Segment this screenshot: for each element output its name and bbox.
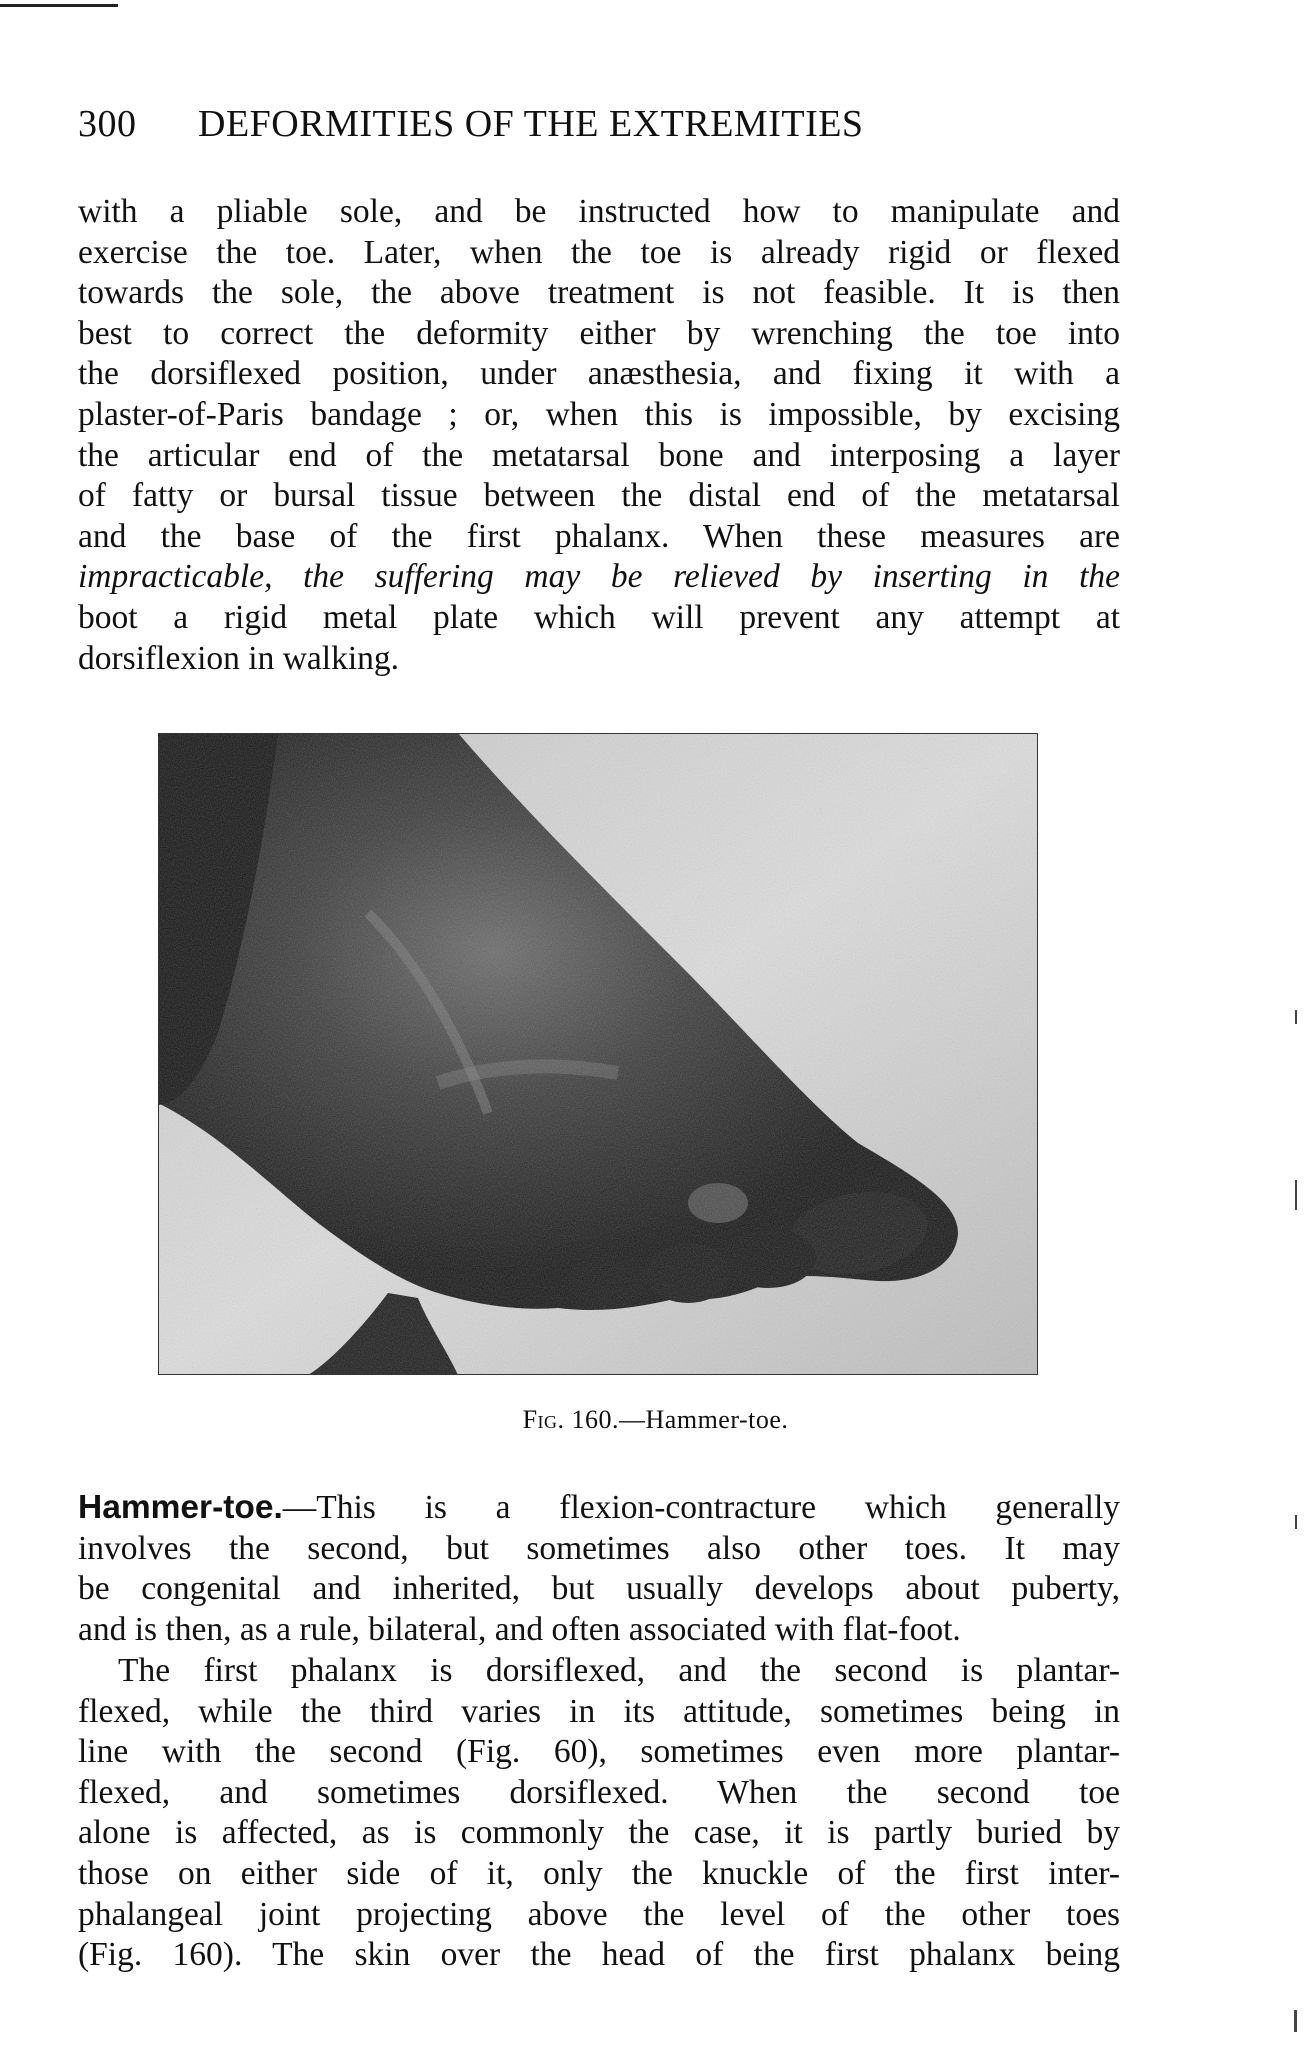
text-line: and is then, as a rule, bilateral, and often associated with flat-foot.	[78, 1610, 961, 1648]
text-line: and the base of the first phalanx. When these measures are	[78, 517, 1120, 555]
scan-margin-mark	[1295, 1010, 1297, 1024]
paragraph-3	[78, 1651, 1120, 1976]
text-line: exercise the toe. Later, when the toe is already rigid or flexed	[78, 233, 1120, 271]
text-line: towards the sole, the above treatment is not feasible. It is then	[78, 274, 1120, 312]
text-line: alone is affected, as is commonly the case, it is partly buried by	[78, 1814, 1120, 1852]
text-line: plaster-of-Paris bandage ; or, when this is impossible, by excising	[78, 395, 1120, 433]
text-line: flexed, and sometimes dorsiflexed. When the second toe	[78, 1773, 1120, 1811]
text-line: be congenital and inherited, but usually develops about puberty,	[78, 1570, 1120, 1608]
text-line: flexed, while the third varies in its attitude, sometimes being in	[78, 1692, 1120, 1730]
figure-caption-text: —Hammer-toe.	[619, 1405, 789, 1434]
hammer-toe-photograph	[158, 733, 1038, 1375]
text-line: impracticable, the suffering may be relieved by inserting in the	[78, 558, 1120, 596]
text-line: line with the second (Fig. 60), sometimes even more plantar-	[78, 1733, 1120, 1771]
scan-margin-mark	[1294, 2010, 1297, 2032]
text-line: with a pliable sole, and be instructed how to manipulate and	[78, 193, 1120, 230]
text-line: of fatty or bursal tissue between the distal end of the metatarsal	[78, 477, 1120, 515]
running-title: DEFORMITIES OF THE EXTREMITIES	[198, 103, 864, 145]
text-line: boot a rigid metal plate which will prevent any attempt at	[78, 598, 1120, 636]
text-line: the dorsiflexed position, under anæsthesia, and fixing it with a	[78, 355, 1120, 393]
figure-caption	[0, 1405, 1311, 1435]
text-line: best to correct the deformity either by wrenching the toe into	[78, 314, 1120, 352]
text-line: dorsiflexion in walking.	[78, 639, 399, 677]
text-line	[78, 1488, 1120, 1529]
figure-photo-foot	[158, 733, 1038, 1375]
text-fragment: —This is a flexion-contracture which generally	[282, 1489, 1120, 1526]
text-line: those on either side of it, only the knuckle of the first inter-	[78, 1854, 1120, 1892]
running-head	[78, 102, 1128, 146]
scan-margin-mark	[1295, 1180, 1297, 1210]
text-line: phalangeal joint projecting above the level of the other toes	[78, 1895, 1120, 1933]
scan-margin-mark	[1295, 1515, 1297, 1529]
text-line: (Fig. 160). The skin over the head of the first phalanx being	[78, 1936, 1120, 1974]
page-number: 300	[78, 103, 137, 145]
paragraph-1	[78, 192, 1120, 679]
paragraph-2	[78, 1488, 1120, 1650]
figure-label: Fig. 160.	[522, 1405, 620, 1434]
section-heading: Hammer-toe.	[78, 1489, 283, 1526]
text-line: the articular end of the metatarsal bone and interposing a layer	[78, 436, 1120, 474]
text-line: The first phalanx is dorsiflexed, and the second is plantar-	[118, 1652, 1120, 1689]
text-line: involves the second, but sometimes also other toes. It may	[78, 1529, 1120, 1567]
scan-edge-mark	[0, 4, 118, 7]
